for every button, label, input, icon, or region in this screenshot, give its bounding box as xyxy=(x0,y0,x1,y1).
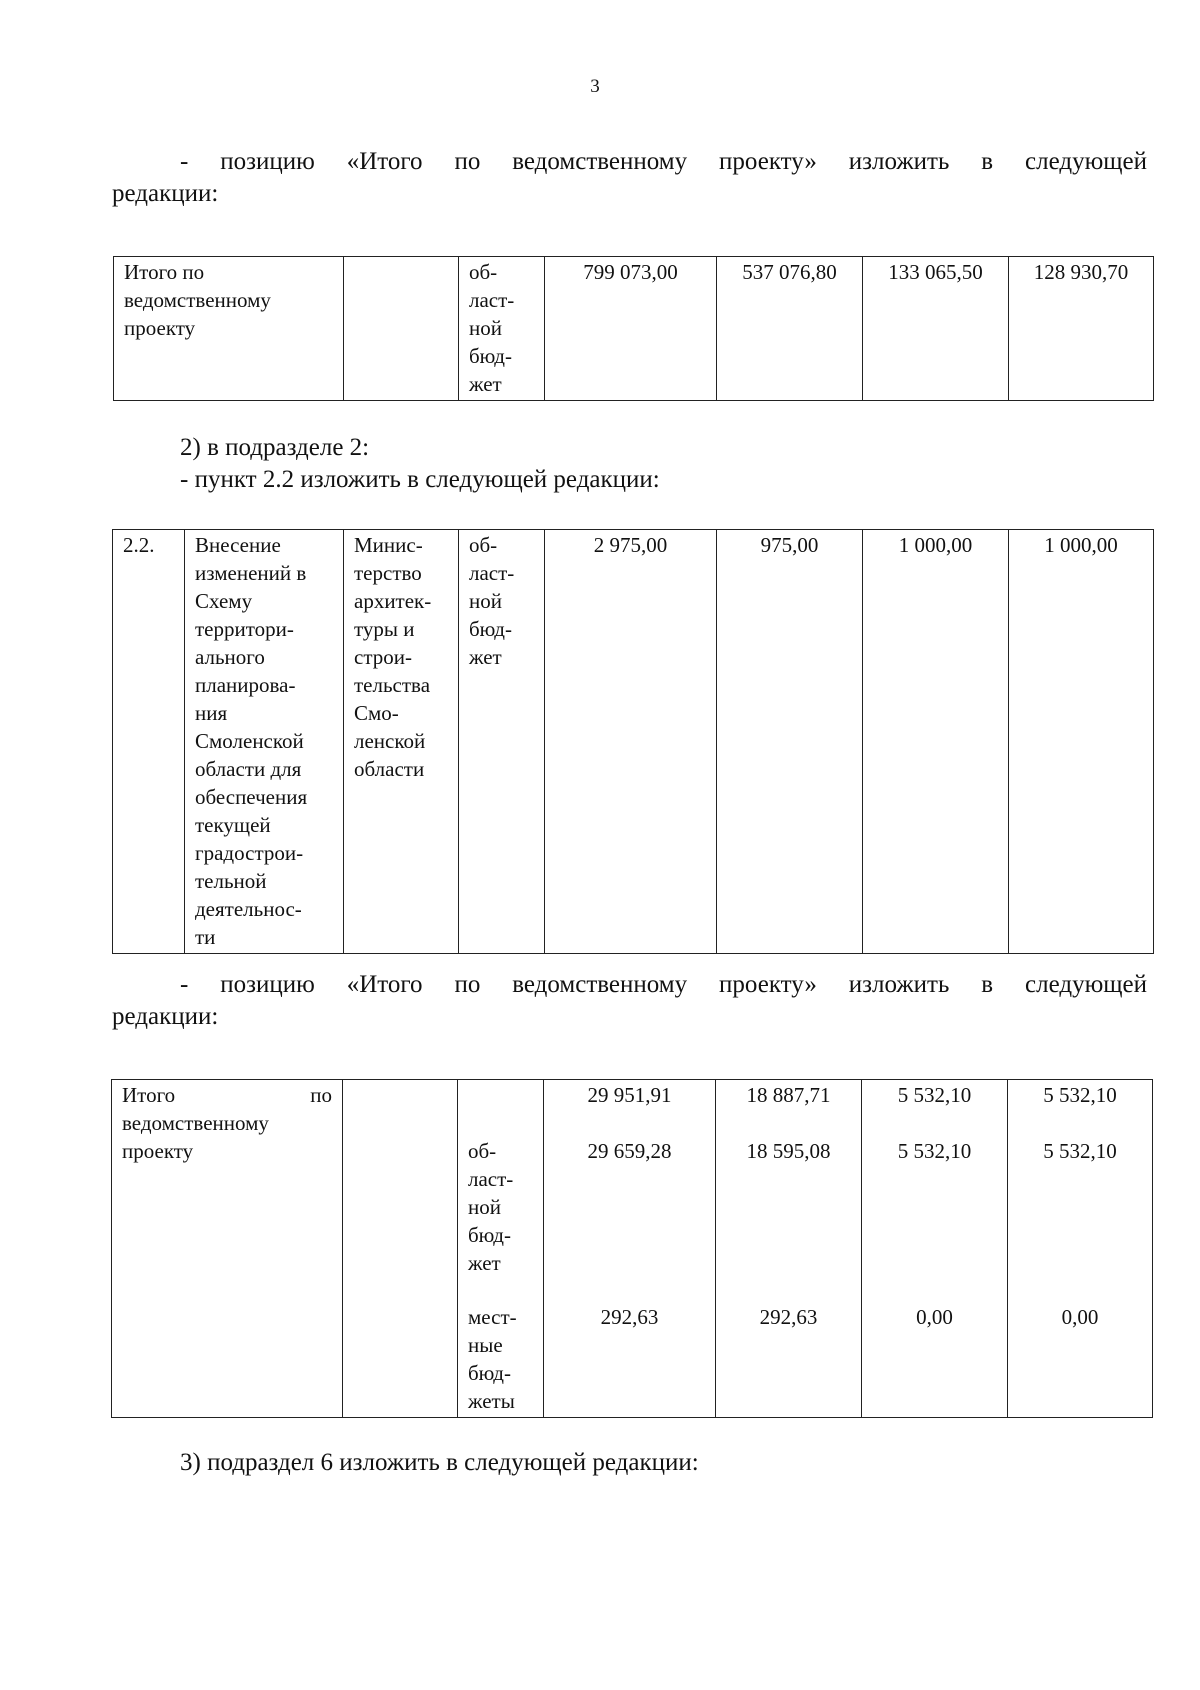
item-2-2-table xyxy=(112,529,1154,954)
instruction-line xyxy=(112,464,1147,496)
value-year3-cell: 128 930,70 xyxy=(1009,257,1154,401)
item-name-line: обеспечения xyxy=(195,785,308,809)
value-year2-cell xyxy=(862,1080,1008,1418)
funding-source-cell xyxy=(459,257,545,401)
source-line: ной xyxy=(468,1195,501,1219)
instruction-text: - позицию «Итого по ведомственному проекту» изложить в следующей xyxy=(180,971,1147,998)
instruction-line: редакции: xyxy=(112,180,219,207)
source-line: об- xyxy=(469,533,498,557)
executor-line: тельства xyxy=(354,673,431,697)
source-line: ной xyxy=(469,316,502,340)
value-total-cell: 2 975,00 xyxy=(545,530,717,954)
executor-cell xyxy=(343,1080,458,1418)
source-line: бюд- xyxy=(469,617,512,641)
value-year2-cell: 1 000,00 xyxy=(863,530,1009,954)
item-name-line: области для xyxy=(195,757,302,781)
item-name-line: планирова- xyxy=(195,673,296,697)
source-line: жет xyxy=(469,372,502,396)
instruction-text: 3) подраздел 6 изложить в следующей редакции: xyxy=(180,1449,699,1476)
total-value: 29 951,91 xyxy=(587,1083,672,1107)
item-name-line: ния xyxy=(195,701,228,725)
executor-line: строи- xyxy=(354,645,412,669)
regional-value: 29 659,28 xyxy=(587,1139,672,1163)
row-title-line: Итого по xyxy=(124,260,205,284)
instruction-paragraph-4 xyxy=(112,1447,1147,1479)
local-value: 292,63 xyxy=(759,1305,818,1329)
row-title-line: проекту xyxy=(124,316,196,340)
regional-value: 5 532,10 xyxy=(1043,1139,1117,1163)
executor-line: Смо- xyxy=(354,701,399,725)
instruction-paragraph-1 xyxy=(112,146,1147,210)
item-name-line: текущей xyxy=(195,813,271,837)
instruction-text: - пункт 2.2 изложить в следующей редакции: xyxy=(180,466,660,493)
source-line: бюд- xyxy=(469,344,512,368)
value-total-cell xyxy=(544,1080,716,1418)
executor-line: туры и xyxy=(354,617,415,641)
source-line: мест- xyxy=(468,1305,517,1329)
instruction-paragraph-2 xyxy=(112,432,1147,496)
regional-value: 5 532,10 xyxy=(897,1139,972,1163)
funding-source-cell xyxy=(459,530,545,954)
total-value: 5 532,10 xyxy=(1043,1083,1117,1107)
total-table-1 xyxy=(113,256,1154,401)
source-line: об- xyxy=(469,260,498,284)
value-year3-cell xyxy=(1008,1080,1153,1418)
row-title-line: ведомственному xyxy=(124,288,271,312)
value-year1-cell xyxy=(716,1080,862,1418)
row-title-line: проекту xyxy=(122,1139,194,1163)
row-title-word: по xyxy=(310,1083,332,1107)
local-value: 0,00 xyxy=(916,1305,953,1329)
executor-cell xyxy=(344,257,459,401)
item-name-line: ти xyxy=(195,925,216,949)
executor-line: Минис- xyxy=(354,533,423,557)
local-value: 0,00 xyxy=(1061,1305,1099,1329)
executor-line: ленской xyxy=(354,729,426,753)
instruction-line xyxy=(112,1447,1147,1479)
value-year1-cell: 975,00 xyxy=(717,530,863,954)
value-year2-cell: 133 065,50 xyxy=(863,257,1009,401)
funding-source-cell xyxy=(458,1080,544,1418)
instruction-line xyxy=(112,432,1147,464)
item-name-line: Схему xyxy=(195,589,253,613)
source-line: ные xyxy=(468,1333,503,1357)
item-name-line: тельной xyxy=(195,869,267,893)
item-name-cell xyxy=(185,530,344,954)
item-number-cell: 2.2. xyxy=(113,530,185,954)
executor-line: области xyxy=(354,757,425,781)
instruction-text: - позицию «Итого по ведомственному проекту» изложить в следующей xyxy=(180,148,1147,175)
value-total-cell: 799 073,00 xyxy=(545,257,717,401)
source-line: ласт- xyxy=(468,1167,514,1191)
local-value: 292,63 xyxy=(600,1305,659,1329)
source-line: ласт- xyxy=(469,561,515,585)
item-name-line: градострои- xyxy=(195,841,304,865)
source-line: жет xyxy=(468,1251,501,1275)
instruction-text: 2) в подразделе 2: xyxy=(180,434,370,461)
row-title-line: ведомственному xyxy=(122,1111,269,1135)
executor-cell xyxy=(344,530,459,954)
page-number: 3 xyxy=(590,76,600,97)
value-year1-cell: 537 076,80 xyxy=(717,257,863,401)
source-line: бюд- xyxy=(468,1223,511,1247)
instruction-line xyxy=(112,969,1147,1001)
total-table-2 xyxy=(111,1079,1153,1418)
item-name-line: изменений в xyxy=(195,561,307,585)
executor-line: терство xyxy=(354,561,422,585)
item-name-line: Внесение xyxy=(195,533,281,557)
source-line: бюд- xyxy=(468,1361,511,1385)
source-line: об- xyxy=(468,1139,497,1163)
source-line: жет xyxy=(469,645,502,669)
item-name-line: Смоленской xyxy=(195,729,304,753)
instruction-line xyxy=(112,146,1147,178)
value-year3-cell: 1 000,00 xyxy=(1009,530,1154,954)
instruction-paragraph-3 xyxy=(112,969,1147,1033)
instruction-line: редакции: xyxy=(112,1003,219,1030)
row-title-cell xyxy=(114,257,344,401)
executor-line: архитек- xyxy=(354,589,432,613)
item-name-line: деятельнос- xyxy=(195,897,302,921)
source-line: ласт- xyxy=(469,288,515,312)
row-title-first-line xyxy=(122,1081,332,1109)
total-value: 18 887,71 xyxy=(746,1083,831,1107)
table-row xyxy=(114,257,1154,401)
row-title-cell xyxy=(112,1080,343,1418)
source-line: жеты xyxy=(468,1389,515,1413)
total-value: 5 532,10 xyxy=(897,1083,972,1107)
regional-value: 18 595,08 xyxy=(746,1139,831,1163)
row-title-word: Итого xyxy=(122,1083,176,1107)
source-line: ной xyxy=(469,589,502,613)
item-name-line: территори- xyxy=(195,617,294,641)
table-row xyxy=(113,530,1154,954)
item-name-line: ального xyxy=(195,645,265,669)
table-row xyxy=(112,1080,1153,1418)
